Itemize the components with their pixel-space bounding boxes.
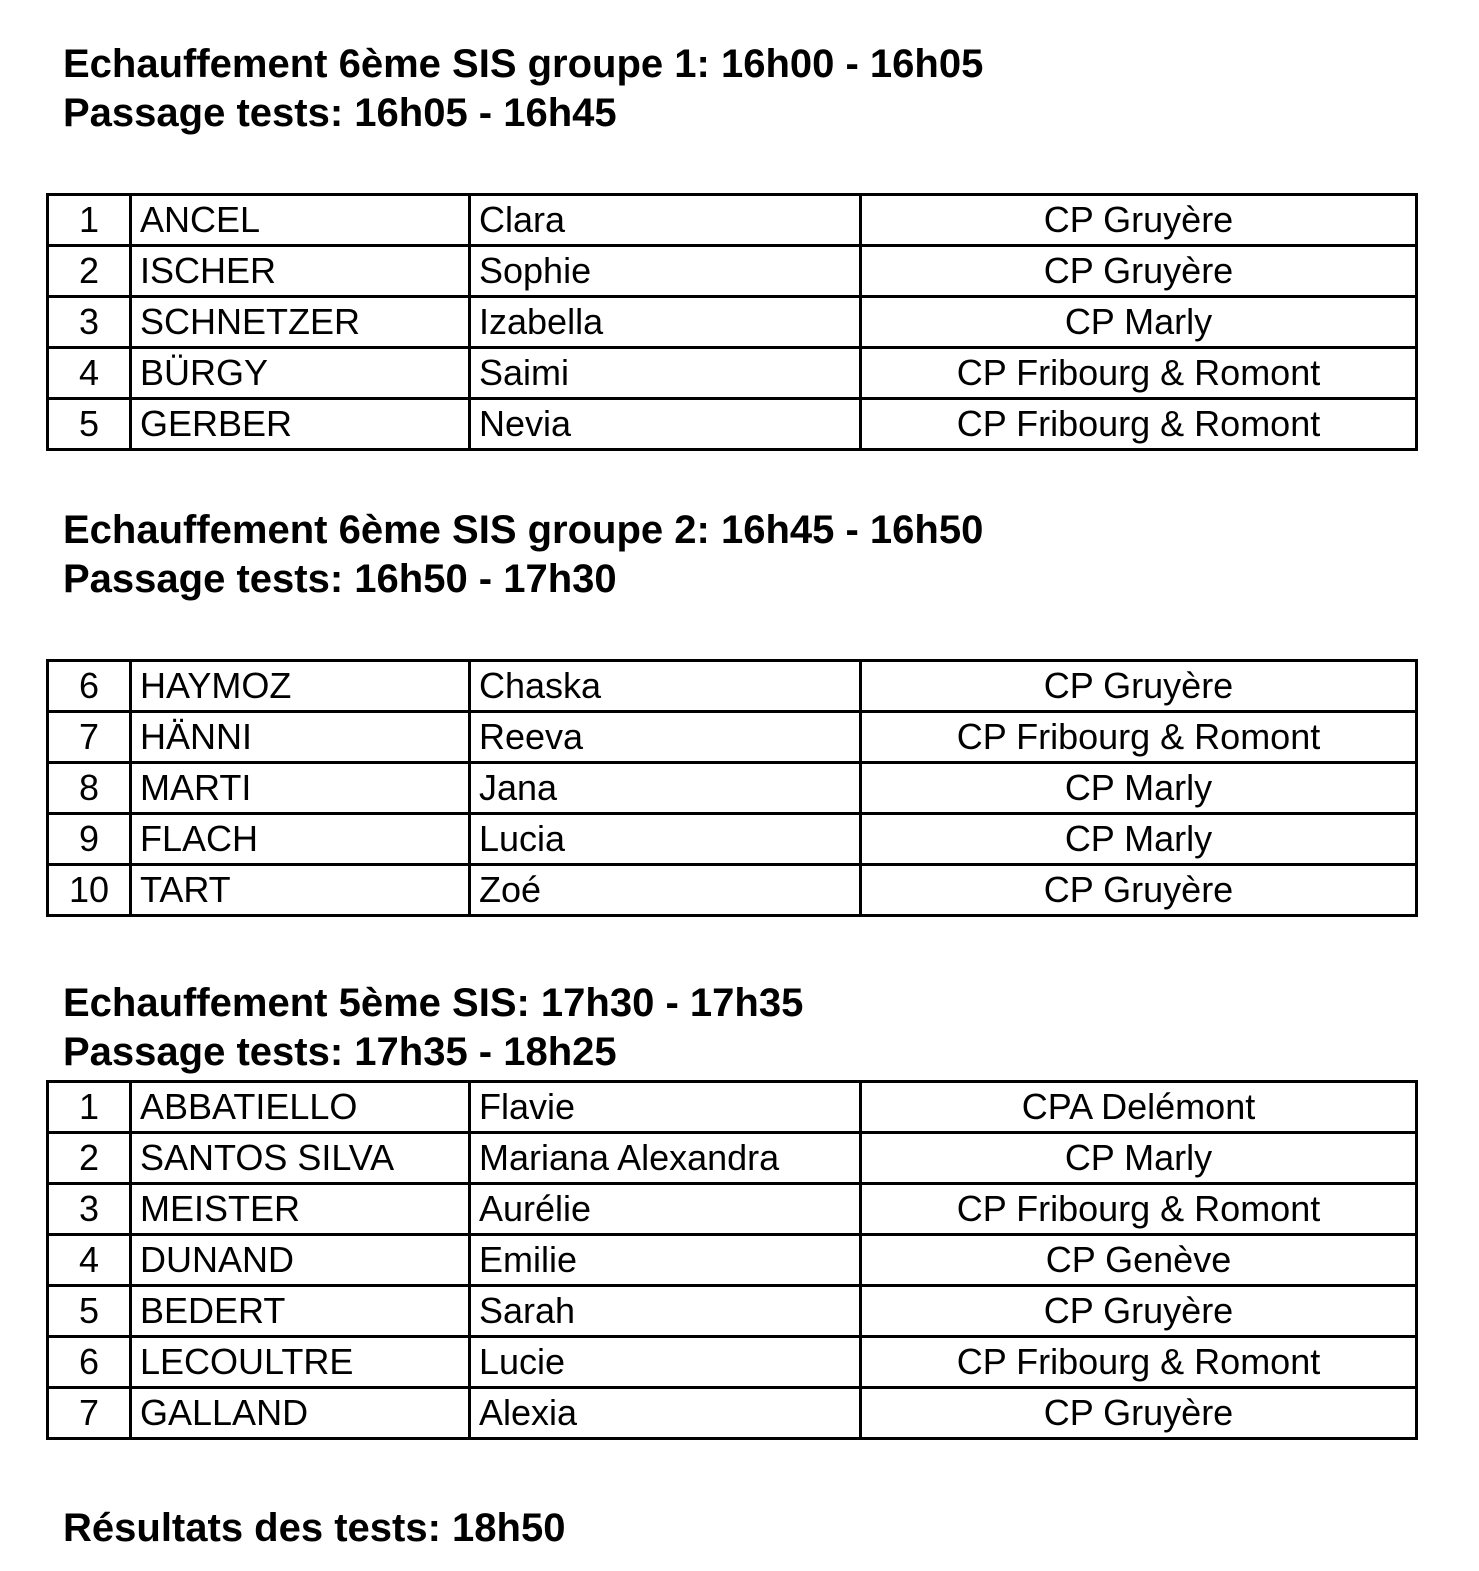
club-cell: CP Gruyère — [861, 246, 1417, 297]
first-name-cell: Emilie — [470, 1235, 861, 1286]
table-row — [48, 399, 1417, 450]
club-cell: CPA Delémont — [861, 1082, 1417, 1133]
table-row — [48, 1388, 1417, 1439]
row-number-cell: 1 — [48, 195, 131, 246]
section-heading — [63, 40, 1439, 138]
last-name-cell: SANTOS SILVA — [131, 1133, 470, 1184]
row-number-cell: 7 — [48, 1388, 131, 1439]
section-heading — [63, 979, 1439, 1077]
table-row — [48, 195, 1417, 246]
club-cell: CP Gruyère — [861, 865, 1417, 916]
row-number-cell: 8 — [48, 763, 131, 814]
last-name-cell: TART — [131, 865, 470, 916]
row-number-cell: 5 — [48, 1286, 131, 1337]
last-name-cell: ISCHER — [131, 246, 470, 297]
table-row — [48, 1286, 1417, 1337]
roster-table-groupe-1 — [46, 193, 1418, 451]
club-cell: CP Genève — [861, 1235, 1417, 1286]
club-cell: CP Fribourg & Romont — [861, 712, 1417, 763]
last-name-cell: GALLAND — [131, 1388, 470, 1439]
club-cell: CP Fribourg & Romont — [861, 399, 1417, 450]
table-row — [48, 1184, 1417, 1235]
club-cell: CP Fribourg & Romont — [861, 348, 1417, 399]
row-number-cell: 5 — [48, 399, 131, 450]
section-echauffement-6eme-groupe-1 — [0, 40, 1479, 451]
first-name-cell: Sarah — [470, 1286, 861, 1337]
section-heading — [63, 506, 1439, 604]
first-name-cell: Aurélie — [470, 1184, 861, 1235]
last-name-cell: LECOULTRE — [131, 1337, 470, 1388]
table-row — [48, 246, 1417, 297]
row-number-cell: 7 — [48, 712, 131, 763]
first-name-cell: Sophie — [470, 246, 861, 297]
last-name-cell: FLACH — [131, 814, 470, 865]
first-name-cell: Alexia — [470, 1388, 861, 1439]
table-row — [48, 763, 1417, 814]
tests-time-heading: Passage tests: 16h50 - 17h30 — [63, 557, 617, 601]
first-name-cell: Jana — [470, 763, 861, 814]
first-name-cell: Zoé — [470, 865, 861, 916]
warmup-time-heading: Echauffement 6ème SIS groupe 1: 16h00 - 16h05 — [63, 42, 984, 86]
last-name-cell: HÄNNI — [131, 712, 470, 763]
last-name-cell: GERBER — [131, 399, 470, 450]
last-name-cell: HAYMOZ — [131, 661, 470, 712]
first-name-cell: Mariana Alexandra — [470, 1133, 861, 1184]
section-echauffement-5eme — [0, 979, 1479, 1440]
row-number-cell: 2 — [48, 1133, 131, 1184]
last-name-cell: MEISTER — [131, 1184, 470, 1235]
table-row — [48, 1337, 1417, 1388]
first-name-cell: Lucie — [470, 1337, 861, 1388]
first-name-cell: Reeva — [470, 712, 861, 763]
table-row — [48, 348, 1417, 399]
row-number-cell: 9 — [48, 814, 131, 865]
row-number-cell: 3 — [48, 297, 131, 348]
club-cell: CP Fribourg & Romont — [861, 1184, 1417, 1235]
row-number-cell: 2 — [48, 246, 131, 297]
last-name-cell: ANCEL — [131, 195, 470, 246]
club-cell: CP Marly — [861, 763, 1417, 814]
last-name-cell: SCHNETZER — [131, 297, 470, 348]
first-name-cell: Chaska — [470, 661, 861, 712]
table-row — [48, 712, 1417, 763]
table-row — [48, 661, 1417, 712]
row-number-cell: 4 — [48, 1235, 131, 1286]
roster-table-groupe-2 — [46, 659, 1418, 917]
last-name-cell: MARTI — [131, 763, 470, 814]
table-row — [48, 1235, 1417, 1286]
first-name-cell: Flavie — [470, 1082, 861, 1133]
table-row — [48, 1133, 1417, 1184]
warmup-time-heading: Echauffement 5ème SIS: 17h30 - 17h35 — [63, 981, 804, 1025]
club-cell: CP Fribourg & Romont — [861, 1337, 1417, 1388]
last-name-cell: BÜRGY — [131, 348, 470, 399]
table-row — [48, 814, 1417, 865]
first-name-cell: Saimi — [470, 348, 861, 399]
club-cell: CP Gruyère — [861, 1286, 1417, 1337]
first-name-cell: Clara — [470, 195, 861, 246]
row-number-cell: 3 — [48, 1184, 131, 1235]
row-number-cell: 6 — [48, 1337, 131, 1388]
table-row — [48, 297, 1417, 348]
first-name-cell: Lucia — [470, 814, 861, 865]
club-cell: CP Gruyère — [861, 1388, 1417, 1439]
club-cell: CP Marly — [861, 814, 1417, 865]
last-name-cell: DUNAND — [131, 1235, 470, 1286]
last-name-cell: ABBATIELLO — [131, 1082, 470, 1133]
row-number-cell: 6 — [48, 661, 131, 712]
tests-time-heading: Passage tests: 16h05 - 16h45 — [63, 91, 617, 135]
table-row — [48, 1082, 1417, 1133]
section-echauffement-6eme-groupe-2 — [0, 506, 1479, 917]
club-cell: CP Marly — [861, 1133, 1417, 1184]
first-name-cell: Nevia — [470, 399, 861, 450]
warmup-time-heading: Echauffement 6ème SIS groupe 2: 16h45 - 16h50 — [63, 508, 984, 552]
table-row — [48, 865, 1417, 916]
club-cell: CP Gruyère — [861, 195, 1417, 246]
tests-time-heading: Passage tests: 17h35 - 18h25 — [63, 1030, 617, 1074]
row-number-cell: 1 — [48, 1082, 131, 1133]
roster-table-5eme — [46, 1080, 1418, 1440]
club-cell: CP Gruyère — [861, 661, 1417, 712]
first-name-cell: Izabella — [470, 297, 861, 348]
club-cell: CP Marly — [861, 297, 1417, 348]
results-time-heading: Résultats des tests: 18h50 — [63, 1506, 566, 1550]
row-number-cell: 10 — [48, 865, 131, 916]
row-number-cell: 4 — [48, 348, 131, 399]
last-name-cell: BEDERT — [131, 1286, 470, 1337]
